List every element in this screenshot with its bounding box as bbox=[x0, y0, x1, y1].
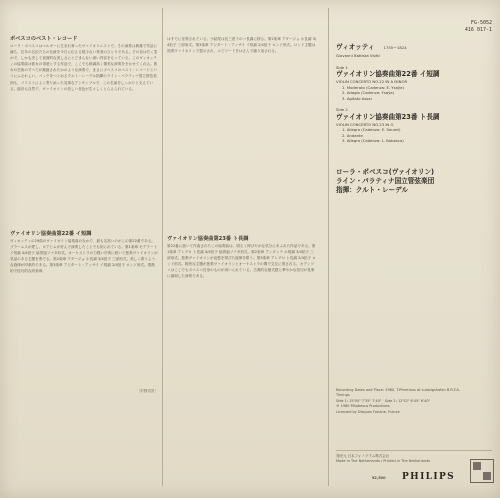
conductor: 指揮：クルト・レーデル bbox=[336, 185, 409, 194]
composer-dates: 1755〜1824 bbox=[383, 45, 407, 50]
side2-track: 3. Allegro (Cadenza: L. Bobesco) bbox=[342, 138, 404, 143]
section-body-22: ヴィオッティの29曲のヴァイオリン協奏曲のなかで、最も名高いのがこの第22番である。ブラームスが愛し、ヨアヒムが好んで演奏したことでも知られている。第1楽章 モデラート イ短調 4/4拍子 協奏風ソナタ形式。オーケストラの力強い序奏に続いて独奏ヴァイオリンが気品のある主題を奏でる。第2楽章 アダージョ ホ長調 3/4拍子 三部形式。美しく歌うような旋律が印象的である。第3楽章 アジタート・アッサイ イ短調 2/4拍子 ロンド形式。情熱的で技巧的な終楽章。 bbox=[10, 239, 159, 274]
orchestra: ライン・パラティナ国立管弦楽団 bbox=[336, 176, 435, 185]
side1-title-jp: ヴァイオリン協奏曲第22番 イ短調 bbox=[336, 70, 440, 78]
side1-track: 2. Adagio (Cadenza: Ysaÿe) bbox=[342, 90, 395, 95]
column-divider bbox=[328, 8, 329, 486]
side2-title-jp: ヴァイオリン協奏曲第23番 ト長調 bbox=[336, 112, 440, 121]
composer-name-jp: ヴィオッティ bbox=[336, 43, 375, 51]
section-title-23: ヴァイオリン協奏曲第23番 ト長調 bbox=[167, 236, 249, 242]
composer-name-en: Giovanni Battista Viotti bbox=[336, 53, 380, 58]
recording-credits: Recording Dates and Place: 1980, T.Pfarrhaus at Ludwigshafen B.R.F.A. Timings Side 1: 15'00" 7'35" 7'40" Side 2: 12'52" 6'45" 6'40" ℗ 1980 P.Bobesco Productions Licensed by Disques Forlane, France bbox=[336, 388, 460, 414]
performer: ローラ・ボベスコ(ヴァイオリン) bbox=[336, 167, 435, 176]
side1-track: 3. Agitato Assai bbox=[342, 95, 372, 101]
label-emblem-icon bbox=[470, 459, 494, 483]
catalog-sub: 416 017-1 bbox=[464, 27, 492, 33]
catalog-main: FG-5052 bbox=[470, 20, 492, 26]
side2-track: 2. Andante bbox=[342, 132, 363, 138]
notes-body: ローラ・ボベスコはベルギーに生まれ育ったヴァイオリニストで、その演奏は典雅で気品に満ち、往年の名匠たちの伝統を今日に伝える数少ない奏者のひとりである。その音は甘く豊かで、しかも決して表面的な美しさにとどまらない深い内容をもっている。このヴィオッティの協奏曲は彼女の得意とする作品で、ここでも格調高く優美な演奏をきかせてくれる。彼女の芸術のすべてが凝縮されたかのような演奏で、まさにボベスコのベスト・レコードというにふさわしい。バックをつとめるクルト・レーデル指揮のライン・パラティナ国立管弦楽団も、ソリストによく寄り添った見事なアンサンブルで、この名演をしっかりと支えている。録音も自然で、ヴァイオリンの美しい音色が生々しくとらえられている。 bbox=[10, 44, 158, 91]
divider-line bbox=[336, 450, 492, 451]
catalog-number bbox=[430, 20, 492, 34]
side2-label: Side 2 bbox=[336, 107, 348, 112]
column-divider bbox=[162, 8, 163, 486]
side2-title-en: VIOLIN CONCERTO NO.23 IN G bbox=[336, 121, 394, 127]
section-title-22: ヴァイオリン協奏曲第22番 イ短調 bbox=[10, 231, 92, 237]
side2-track: 1. Allegro (Cadenza: E. Sauret) bbox=[342, 127, 401, 132]
philips-logo: PHILIPS bbox=[402, 472, 456, 482]
middle-body-top: はすでに変奏されている。小結尾は長三度下のハ長調に移る。第2楽章 アダージョ ホ長調 3/4拍子 三部形式。第3楽章 アジタート・アッサイ イ短調 2/4拍子 ロンド形式。ロンド主題は独奏ヴァイオリンで提示され、エピソードをはさんで繰り返される。 bbox=[167, 37, 317, 54]
notes-title: ボベスコのベスト・レコード bbox=[10, 36, 78, 42]
author-signature: 〔宇野功芳〕 bbox=[136, 389, 158, 393]
price: ¥2,500 bbox=[372, 476, 386, 480]
section-body-23: 第22番に続いて作曲されたこの協奏曲は、明るく伸びやかな気分にあふれた作品である。第1楽章 アレグロ ト長調 4/4拍子 協奏風ソナタ形式。第2楽章 アンダンテ ホ短調 3/4拍子 三部形式。独奏ヴァイオリンが哀愁を帯びた旋律を歌う。第3楽章 アレグロ ト長調 2/4拍子 ロンド形式。軽快な主題が独奏ヴァイオリンとオーケストラの間で交互に奏される。カデンツァはここでもボベスコ自身のものが用いられている。古典的な様式感と華やかな技巧が見事に調和した演奏である。 bbox=[167, 244, 316, 279]
distributor-info: 発売元 日本フォノグラム株式会社 Made in The Netherlands / Printed in The Netherlands bbox=[336, 454, 431, 464]
side1-label: Side 1 bbox=[336, 64, 348, 70]
liner-notes-middle bbox=[167, 36, 317, 483]
side1-track: 1. Moderato (Cadenza: E. Ysaÿe) bbox=[342, 84, 404, 90]
side1-title-en: VIOLIN CONCERTO NO.22 IN A MINOR bbox=[336, 79, 408, 84]
program-block bbox=[336, 34, 494, 195]
liner-notes-left bbox=[10, 36, 158, 394]
